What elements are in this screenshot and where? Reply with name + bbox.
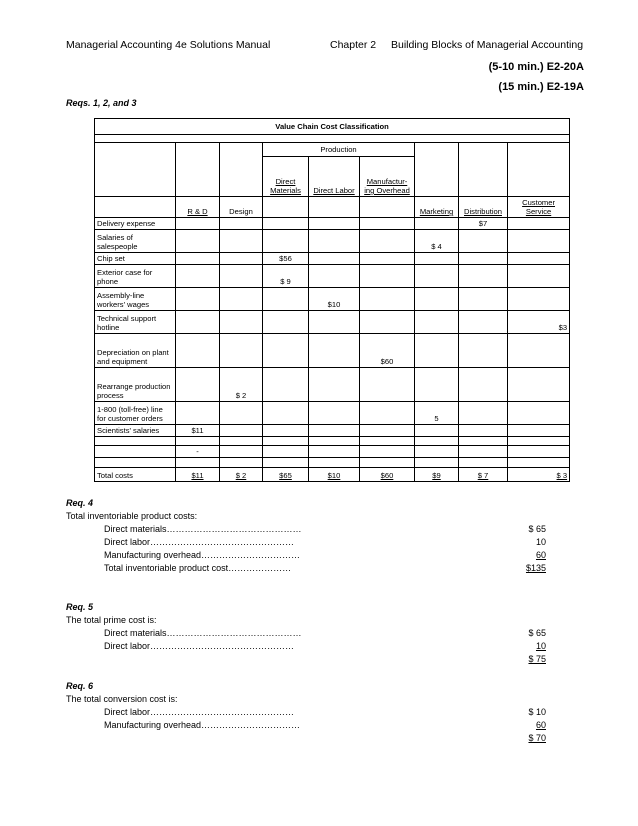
total-cell	[360, 468, 415, 482]
table-cell	[508, 230, 570, 253]
req4-section	[66, 497, 546, 575]
table-cell	[220, 458, 263, 468]
total-label: Total costs	[95, 468, 176, 482]
col-direct-labor: Direct Labor	[313, 186, 355, 195]
table-cell	[508, 368, 570, 402]
row-label	[95, 446, 176, 458]
table-cell	[309, 437, 360, 446]
table-cell	[459, 230, 508, 253]
req5-line-amount: $ 65	[528, 628, 546, 638]
table-cell	[360, 402, 415, 425]
table-cell	[415, 446, 459, 458]
table-cell	[176, 265, 220, 288]
table-cell	[508, 334, 570, 368]
table-cell	[459, 368, 508, 402]
table-cell	[508, 253, 570, 265]
table-cell	[459, 218, 508, 230]
header-left: Managerial Accounting 4e Solutions Manual	[66, 39, 271, 51]
req6-line-label: Manufacturing overhead……………………………	[104, 720, 301, 730]
cell-value: $ 4	[431, 242, 442, 251]
table-cell	[220, 230, 263, 253]
table-cell	[176, 288, 220, 311]
req6-heading: The total conversion cost is:	[66, 694, 178, 704]
table-cell	[508, 265, 570, 288]
req4-line-label: Total inventoriable product cost…………………	[104, 563, 292, 573]
table-cell	[415, 230, 459, 253]
table-cell	[220, 446, 263, 458]
table-row	[95, 446, 570, 458]
table-cell	[263, 437, 309, 446]
table-cell	[508, 446, 570, 458]
cell-value: $3	[558, 323, 568, 332]
table-cell	[263, 218, 309, 230]
table-cell	[263, 425, 309, 437]
table-cell	[263, 334, 309, 368]
table-cell	[459, 334, 508, 368]
table-cell	[263, 311, 309, 334]
req4-line-amount: 10	[535, 537, 546, 547]
table-row	[95, 458, 570, 468]
table-cell	[176, 253, 220, 265]
exercise-label-1: (5-10 min.) E2-20A	[488, 61, 584, 73]
table-cell	[176, 311, 220, 334]
req6-line-amount: 60	[535, 720, 546, 730]
table-row	[95, 425, 570, 437]
table-cell	[459, 253, 508, 265]
table-cell	[263, 288, 309, 311]
table-cell	[176, 425, 220, 437]
total-value: $11	[191, 471, 204, 480]
table-cell	[176, 446, 220, 458]
cell-value: $11	[191, 426, 204, 435]
req6-total-amount: $ 70	[528, 733, 546, 743]
table-row	[95, 402, 570, 425]
table-cell	[176, 402, 220, 425]
req5-line-amount: 10	[535, 641, 546, 651]
req5-title: Req. 5	[66, 602, 94, 612]
header-chapter: Chapter 2	[330, 39, 377, 51]
cell-value: $56	[279, 254, 292, 263]
table-row	[95, 265, 570, 288]
table-cell	[309, 218, 360, 230]
table-cell	[220, 218, 263, 230]
col-direct-materials: Direct Materials	[270, 177, 301, 195]
table-cell	[459, 311, 508, 334]
table-cell	[220, 288, 263, 311]
table-cell	[360, 425, 415, 437]
table-cell	[508, 402, 570, 425]
total-cell	[220, 468, 263, 482]
row-label: Chip set	[95, 253, 176, 265]
col-distribution: Distribution	[464, 207, 502, 216]
table-row	[95, 253, 570, 265]
table-cell	[459, 458, 508, 468]
table-cell	[360, 368, 415, 402]
cell-value: 5	[434, 414, 439, 423]
table-cell	[176, 458, 220, 468]
total-value: $9	[432, 471, 441, 480]
table-row	[95, 230, 570, 253]
table-title: Value Chain Cost Classification	[95, 119, 570, 135]
cell-value: -	[196, 447, 199, 456]
table-cell	[415, 425, 459, 437]
table-cell	[459, 425, 508, 437]
col-marketing: Marketing	[419, 207, 454, 216]
table-cell	[263, 230, 309, 253]
total-cell	[263, 468, 309, 482]
table-cell	[220, 437, 263, 446]
table-cell	[360, 230, 415, 253]
table-cell	[415, 253, 459, 265]
row-label: 1-800 (toll-free) line for customer orders	[95, 402, 176, 425]
table-cell	[220, 311, 263, 334]
col-customer-service: Customer Service	[522, 198, 556, 216]
cell-value: $10	[327, 300, 341, 309]
cell-value: $ 2	[235, 391, 247, 400]
table-cell	[360, 288, 415, 311]
cell-value: $ 9	[280, 277, 291, 286]
row-label: Scientists' salaries	[95, 425, 176, 437]
total-value: $10	[327, 471, 341, 480]
table-cell	[459, 402, 508, 425]
row-label: Salaries of salespeople	[95, 230, 176, 253]
table-cell	[415, 288, 459, 311]
table-cell	[263, 368, 309, 402]
cell-value: $60	[380, 357, 394, 366]
table-cell	[309, 334, 360, 368]
table-cell	[415, 265, 459, 288]
table-row	[95, 218, 570, 230]
total-value: $ 7	[477, 471, 489, 480]
table-cell	[415, 368, 459, 402]
req4-line-label: Direct labor…………………………………………	[104, 537, 295, 547]
table-row	[95, 334, 570, 368]
table-cell	[508, 458, 570, 468]
table-cell	[176, 334, 220, 368]
table-cell	[220, 368, 263, 402]
row-label: Depreciation on plant and equipment	[95, 334, 176, 368]
table-cell	[309, 368, 360, 402]
table-cell	[309, 265, 360, 288]
table-cell	[309, 253, 360, 265]
total-cell	[176, 468, 220, 482]
table-cell	[508, 218, 570, 230]
table-cell	[415, 402, 459, 425]
req6-title: Req. 6	[66, 681, 94, 691]
req5-heading: The total prime cost is:	[66, 615, 157, 625]
req4-heading: Total inventoriable product costs:	[66, 511, 198, 521]
total-value: $ 2	[235, 471, 247, 480]
total-cell	[459, 468, 508, 482]
req5-total-amount: $ 75	[528, 654, 546, 664]
total-value: $ 3	[556, 471, 568, 480]
table-cell	[360, 437, 415, 446]
table-cell	[360, 458, 415, 468]
total-cell	[508, 468, 570, 482]
table-cell	[415, 218, 459, 230]
table-cell	[508, 437, 570, 446]
req4-total-amount: $135	[525, 563, 546, 573]
table-cell	[263, 253, 309, 265]
table-cell	[176, 437, 220, 446]
table-row	[95, 311, 570, 334]
table-cell	[309, 230, 360, 253]
table-cell	[360, 265, 415, 288]
table-cell	[360, 446, 415, 458]
req4-title: Req. 4	[66, 498, 94, 508]
col-design: Design	[229, 207, 253, 216]
req6-line-label: Direct labor…………………………………………	[104, 707, 295, 717]
table-cell	[176, 230, 220, 253]
table-cell	[263, 265, 309, 288]
table-cell	[263, 446, 309, 458]
table-cell	[459, 446, 508, 458]
total-value: $65	[279, 471, 292, 480]
table-cell	[508, 425, 570, 437]
production-header: Production	[263, 143, 415, 157]
cell-value: $7	[478, 219, 488, 228]
total-cell	[415, 468, 459, 482]
table-cell	[176, 368, 220, 402]
table-cell	[309, 425, 360, 437]
table-row	[95, 437, 570, 446]
col-manufacturing-overhead: Manufactur-ing Overhead	[364, 177, 410, 195]
table-cell	[220, 402, 263, 425]
table-cell	[220, 425, 263, 437]
req5-section	[66, 601, 546, 666]
req4-line-amount: 60	[535, 550, 546, 560]
col-rnd: R & D	[187, 207, 208, 216]
table-cell	[415, 458, 459, 468]
table-cell	[309, 446, 360, 458]
row-label: Assembly-line workers' wages	[95, 288, 176, 311]
req6-line-amount: $ 10	[528, 707, 546, 717]
total-cell	[309, 468, 360, 482]
table-cell	[360, 311, 415, 334]
exercise-label-2: (15 min.) E2-19A	[498, 81, 584, 93]
req6-section	[66, 680, 546, 745]
table-cell	[309, 458, 360, 468]
total-row	[95, 468, 570, 482]
table-cell	[415, 311, 459, 334]
req4-line-label: Direct materials………………………………………	[104, 524, 302, 534]
table-cell	[459, 288, 508, 311]
table-cell	[508, 311, 570, 334]
table-cell	[263, 402, 309, 425]
req4-line-label: Manufacturing overhead……………………………	[104, 550, 301, 560]
req5-line-label: Direct labor…………………………………………	[104, 641, 295, 651]
table-cell	[309, 402, 360, 425]
req4-line-amount: $ 65	[528, 524, 546, 534]
row-label	[95, 437, 176, 446]
table-cell	[309, 311, 360, 334]
req5-line-label: Direct materials………………………………………	[104, 628, 302, 638]
table-cell	[360, 253, 415, 265]
total-value: $60	[380, 471, 394, 480]
table-cell	[415, 334, 459, 368]
table-cell	[360, 334, 415, 368]
reqs-label: Reqs. 1, 2, and 3	[66, 98, 137, 108]
table-cell	[176, 218, 220, 230]
value-chain-table	[94, 118, 570, 482]
table-cell	[459, 265, 508, 288]
table-cell	[309, 288, 360, 311]
table-cell	[360, 218, 415, 230]
row-label	[95, 458, 176, 468]
row-label: Rearrange production process	[95, 368, 176, 402]
table-cell	[220, 265, 263, 288]
table-row	[95, 368, 570, 402]
table-cell	[415, 437, 459, 446]
table-row	[95, 288, 570, 311]
table-cell	[263, 458, 309, 468]
row-label: Delivery expense	[95, 218, 176, 230]
table-cell	[459, 437, 508, 446]
table-cell	[508, 288, 570, 311]
header-right: Building Blocks of Managerial Accounting	[391, 39, 584, 51]
table-cell	[220, 334, 263, 368]
table-cell	[220, 253, 263, 265]
row-label: Technical support hotline	[95, 311, 176, 334]
row-label: Exterior case for phone	[95, 265, 176, 288]
